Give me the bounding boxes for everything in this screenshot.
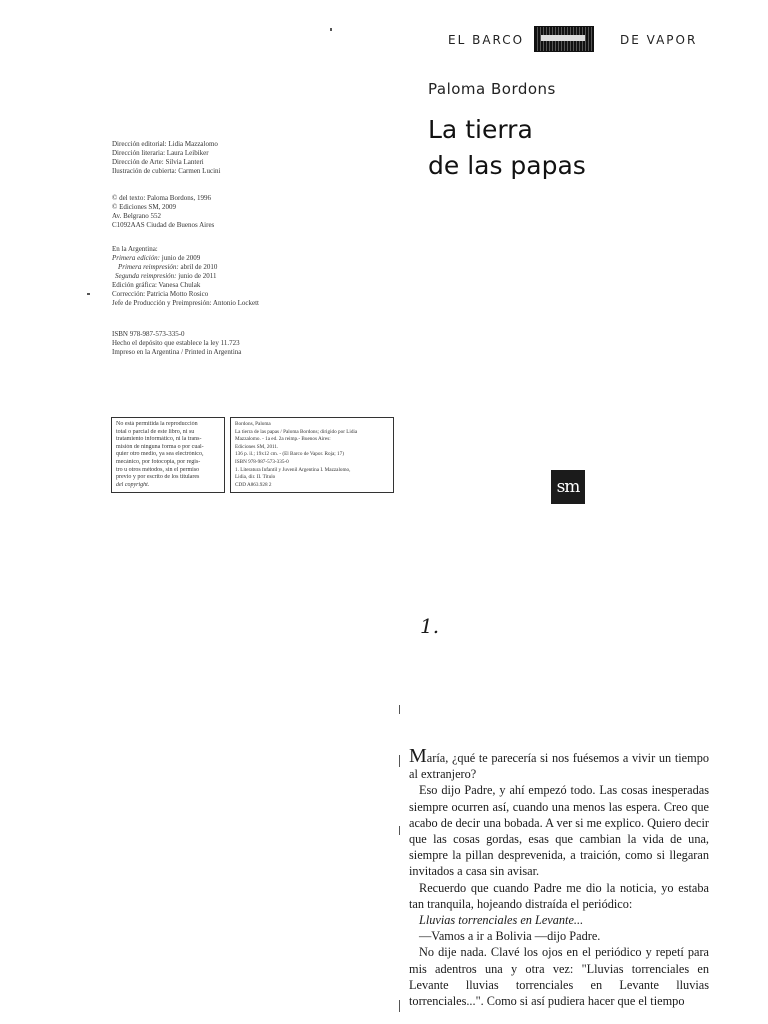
paragraph: No dije nada. Clavé los ojos en el periódico y repetí para mis adentros una y otra vez: "Lluvias torrenciales en Levante lluvias torrenciales en Levante lluvias torrenciales...". Como si así pudiera hacer que el tiempo <box>409 945 709 1009</box>
steamboat-logo-icon <box>534 26 594 52</box>
rights-line: © Ediciones SM, 2009 <box>112 203 177 211</box>
series-word-right: DE VAPOR <box>620 33 698 47</box>
edition-line: Segunda reimpresión: junio de 2011 <box>115 272 217 280</box>
production-line: Jefe de Producción y Preimpresión: Antonio Lockett <box>112 299 259 307</box>
rights-line: © del texto: Paloma Bordons, 1996 <box>112 194 212 202</box>
printed-in: Impreso en la Argentina / Printed in Argentina <box>112 348 242 356</box>
book-title-line: de las papas <box>428 151 586 180</box>
scan-speck <box>330 28 332 31</box>
scan-speck <box>399 826 400 835</box>
paragraph: Eso dijo Padre, y ahí empezó todo. Las cosas inesperadas siempre ocurren así, cuando una menos las espera. Creo que acabo de decir una bobada. A ver si me explico. Quiero decir que las cosas gordas, esas que cambian la vida de una, siempre la pillan desprevenida, a traición, como si llegaran invitados a casa sin avisar. <box>409 783 709 879</box>
edition-line: Primera reimpresión: abril de 2010 <box>118 263 218 271</box>
production-line: Edición gráfica: Vanesa Chulak <box>112 281 201 289</box>
scan-speck <box>399 705 400 714</box>
credits-staff <box>112 140 412 176</box>
isbn: ISBN 978-987-573-335-0 <box>112 330 185 338</box>
author-name: Paloma Bordons <box>428 80 556 98</box>
legal-deposit: Hecho el depósito que establece la ley 11.723 <box>112 339 240 347</box>
paragraph: María, ¿qué te parecería si nos fuésemos a vivir un tiempo al extranjero? <box>409 745 709 782</box>
edition-heading: En la Argentina: <box>112 245 158 253</box>
book-title <box>428 112 586 184</box>
rights-line: Av. Belgrano 552 <box>112 212 161 220</box>
paragraph: —Vamos a ir a Bolivia —dijo Padre. <box>419 929 601 944</box>
edition-line: Primera edición: junio de 2009 <box>112 254 201 262</box>
credit-line: Dirección editorial: Lidia Mazzalomo <box>112 140 218 148</box>
credits-rights <box>112 194 412 230</box>
publisher-logo: sm <box>551 470 585 504</box>
paragraph: Lluvias torrenciales en Levante... <box>419 913 584 928</box>
credit-line: Ilustración de cubierta: Carmen Lucini <box>112 167 221 175</box>
book-title-line: La tierra <box>428 115 533 144</box>
drop-cap: M <box>409 745 427 767</box>
series-header <box>448 30 698 52</box>
scan-speck <box>87 293 90 295</box>
credits-legal <box>112 330 412 357</box>
paragraph: Recuerdo que cuando Padre me dio la noticia, yo estaba tan tranquila, hojeando distraída el periódico: <box>409 880 709 911</box>
catalog-record-box: Bordons, Paloma La tierra de las papas / Paloma Bordons; dirigido por Lidia Mazzalomo. - 1a ed. 2a reimp.- Buenos Aires: Ediciones SM, 2011. 136 p. il.; 19x12 cm. - (El Barco de Vapor. Roja; 17) ISBN 978-987-573-335-0 1. Literatura Infantil y Juvenil Argentina I. Mazzalomo, Lidia, dir. II. Título CDD A863.928 2 <box>230 417 394 493</box>
scan-speck <box>399 1000 400 1012</box>
scan-speck <box>399 755 400 767</box>
chapter-number: 1. <box>420 614 440 638</box>
rights-line: C1092AAS Ciudad de Buenos Aires <box>112 221 215 229</box>
credit-line: Dirección de Arte: Silvia Lanteri <box>112 158 204 166</box>
story-text <box>409 745 709 1009</box>
credits-editions <box>112 245 412 308</box>
copyright-notice-box: No está permitida la reproducción total o parcial de este libro, ni su tratamiento informático, ni la trans- misión de ninguna forma o por cual- quier otro medio, ya sea electrónico, mecánico, por fotocopia, por regis- tro u otros métodos, sin el permiso previo y por escrito de los titulares del copyright. <box>111 417 225 493</box>
series-word-left: EL BARCO <box>448 33 525 47</box>
production-line: Corrección: Patricia Motto Rosico <box>112 290 209 298</box>
credit-line: Dirección literaria: Laura Leibiker <box>112 149 209 157</box>
